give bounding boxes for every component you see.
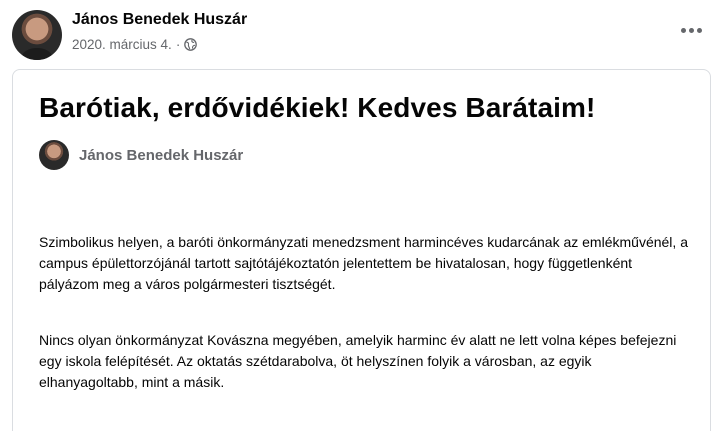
article-card[interactable] <box>12 69 711 431</box>
author-avatar[interactable] <box>12 10 62 60</box>
post-date[interactable]: 2020. március 4. <box>72 37 172 52</box>
article-paragraph: Nincs olyan önkormányzat Kovászna megyében, amelyik harminc év alatt ne lett volna képes befejezni egy iskola felépítését. Az oktatás szétdarabolva, öt helyszínen folyik a városban, az egyik elhanyagoltabb, mint a másik. <box>39 332 677 390</box>
dot <box>681 28 686 33</box>
byline-avatar <box>39 140 69 170</box>
globe-icon[interactable] <box>184 38 197 51</box>
article-paragraph: Szimbolikus helyen, a baróti önkormányzati menedzsment harmincéves kudarcának az emlékművénél, a campus épülettorzójánál tartott sajtótájékoztatón jelentettem be hivatalosan, hogy függetlenként pályázom meg a város polgármesteri tisztségét. <box>39 234 688 292</box>
article-byline <box>39 140 243 170</box>
author-name[interactable]: János Benedek Huszár <box>72 11 248 28</box>
dot <box>697 28 702 33</box>
more-options-icon[interactable] <box>673 18 709 42</box>
meta-separator: · <box>175 37 181 52</box>
byline-author-name: János Benedek Huszár <box>79 146 244 164</box>
post-meta <box>72 37 197 52</box>
article-title: Barótiak, erdővidékiek! Kedves Barátaim! <box>39 92 596 123</box>
dot <box>689 28 694 33</box>
post-header <box>12 8 711 58</box>
